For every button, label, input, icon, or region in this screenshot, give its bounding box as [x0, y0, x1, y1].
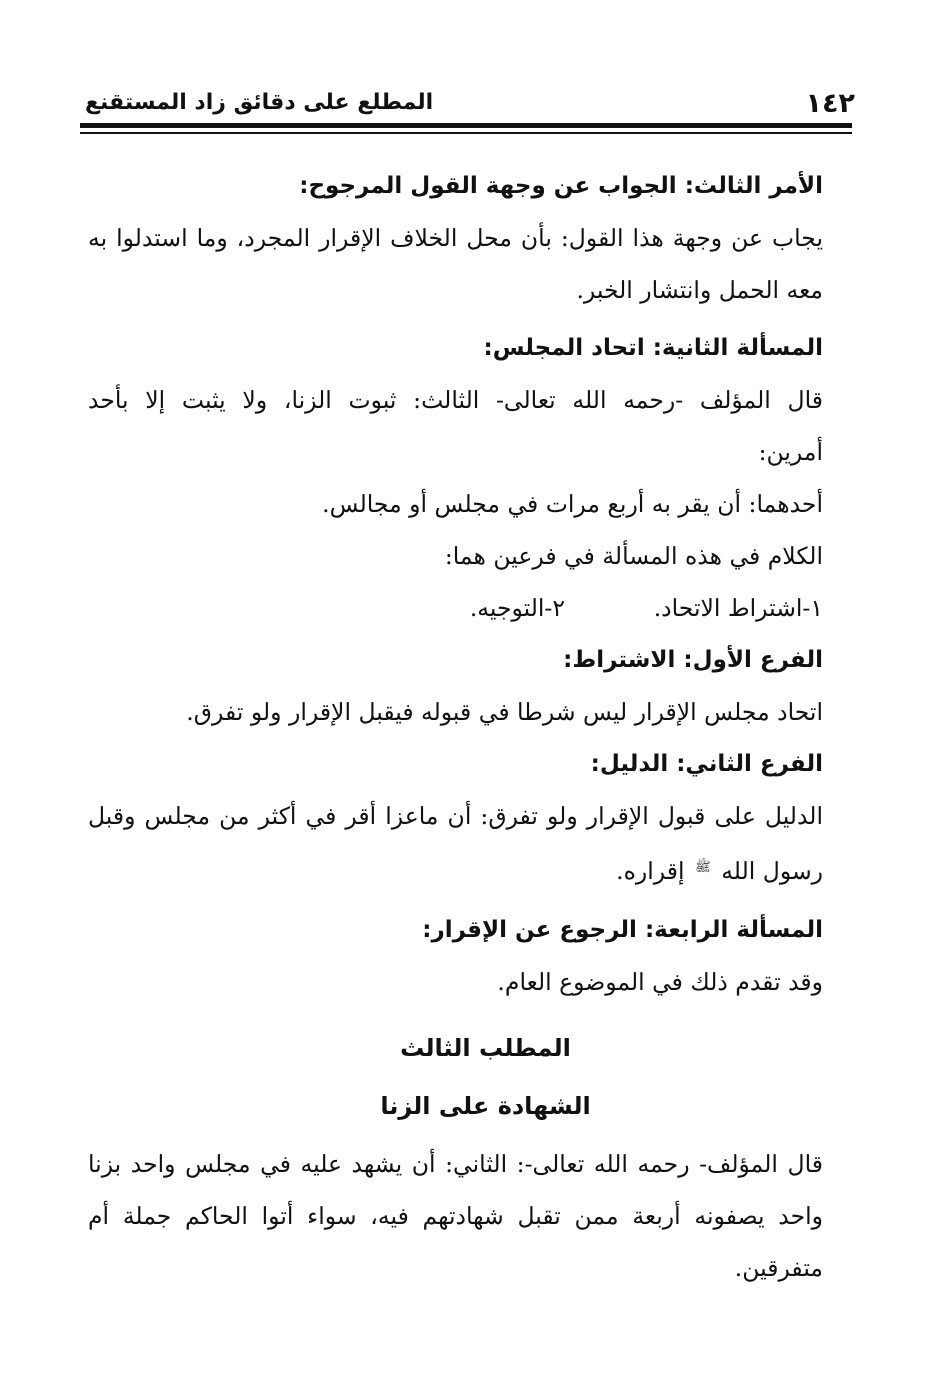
- section-heading-third-matter: الأمر الثالث: الجواب عن وجهة القول المرجوح:: [299, 173, 823, 199]
- paragraph-line: وقد تقدم ذلك في الموضوع العام.: [497, 968, 823, 996]
- paragraph-line: يجاب عن وجهة هذا القول: بأن محل الخلاف الإقرار المجرد، وما استدلوا به: [88, 224, 823, 252]
- page-content: [88, 160, 823, 1294]
- paragraph-line: اتحاد مجلس الإقرار ليس شرطا في قبوله فيقبل الإقرار ولو تفرق.: [186, 698, 823, 726]
- section-heading-branch-two: الفرع الثاني: الدليل:: [590, 751, 823, 777]
- salutation-glyph: ﷺ: [695, 860, 711, 875]
- branch-item-one: ١-اشتراط الاتحاد.: [653, 594, 823, 622]
- paragraph-line: الكلام في هذه المسألة في فرعين هما:: [444, 542, 823, 570]
- paragraph-line: الدليل على قبول الإقرار ولو تفرق: أن ماعزا أقر في أكثر من مجلس وقبل: [88, 802, 823, 830]
- page-number: ١٤٢: [805, 88, 855, 119]
- section-heading-branch-one: الفرع الأول: الاشتراط:: [563, 647, 823, 673]
- paragraph-line: متفرقين.: [734, 1254, 823, 1282]
- running-head: [85, 88, 855, 118]
- section-heading-issue-two: المسألة الثانية: اتحاد المجلس:: [483, 335, 823, 361]
- branch-item-two: ٢-التوجيه.: [469, 594, 565, 622]
- chapter-heading: المطلب الثالث: [400, 1034, 571, 1062]
- chapter-subheading: الشهادة على الزنا: [380, 1092, 591, 1120]
- paragraph-line: [88, 842, 823, 894]
- header-rule-thick: [80, 123, 852, 128]
- spacer: [88, 894, 823, 904]
- spacer: [88, 1008, 823, 1022]
- branch-list: [88, 582, 823, 634]
- paragraph-line: قال المؤلف- رحمه الله تعالى-: الثاني: أن يشهد عليه في مجلس واحد بزنا: [88, 1150, 823, 1178]
- book-title: المطلع على دقائق زاد المستقنع: [85, 90, 434, 115]
- text-fragment: رسول الله: [721, 857, 823, 885]
- paragraph-line: أمرين:: [758, 438, 823, 466]
- paragraph-line: قال المؤلف -رحمه الله تعالى- الثالث: ثبوت الزنا، ولا يثبت إلا بأحد: [88, 386, 823, 414]
- paragraph-line: واحد يصفونه أربعة ممن تقبل شهادتهم فيه، سواء أتوا الحاكم جملة أم: [88, 1202, 823, 1230]
- header-rule-thin: [80, 132, 852, 134]
- paragraph-line: أحدهما: أن يقر به أربع مرات في مجلس أو مجالس.: [322, 490, 823, 518]
- paragraph-line: معه الحمل وانتشار الخبر.: [576, 276, 823, 304]
- text-fragment: إقراره.: [616, 857, 685, 885]
- section-heading-issue-four: المسألة الرابعة: الرجوع عن الإقرار:: [422, 917, 823, 943]
